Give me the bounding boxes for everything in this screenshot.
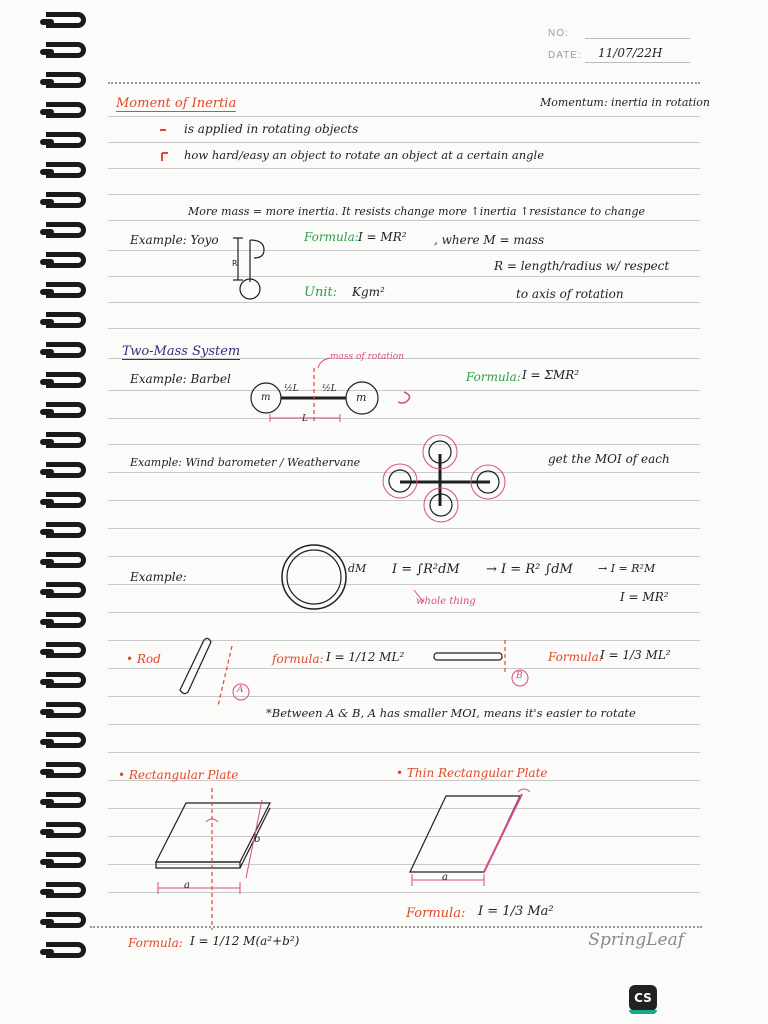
mass-left-label: m [261,392,271,403]
ring-formula-result: → I = R²M [598,562,656,575]
date-label: DATE: [548,50,582,61]
rect-plate-label: • Rectangular Plate [118,768,239,782]
rod-b-tag: B [516,671,523,681]
rod-a-tag: A [237,685,244,695]
thin-dim-a: a [442,872,448,883]
page-title: Moment of Inertia [116,96,237,111]
rect-dim-a: a [184,880,190,891]
ring-formula-integral: I = ∫R²dM [392,562,460,577]
point-applied: is applied in rotating objects [184,122,359,136]
rod-b-formula-label: Formula: [548,650,603,664]
thin-formula: I = 1/3 Ma² [478,904,554,919]
yoyo-where: , where M = mass [434,233,545,247]
barbel-example-label: Example: Barbel [130,372,231,386]
date-value: 11/07/22H [598,46,663,60]
barbel-formula: I = ΣMR² [522,368,580,382]
ring-formula-final: I = MR² [620,590,669,604]
yoyo-unit-label: Unit: [304,285,338,300]
mass-right-label: m [356,391,367,404]
yoyo-unit: Kgm² [352,285,385,299]
two-mass-title: Two-Mass System [122,344,241,359]
point-hard-easy: how hard/easy an object to rotate an object at a certain angle [184,148,545,162]
yoyo-r-definition: R = length/radius w/ respect [494,259,670,273]
thin-formula-label: Formula: [406,906,466,921]
svg-text:R: R [232,259,238,268]
ring-diagram [282,545,424,609]
length-label: L [302,414,308,424]
mass-rotation-note: mass of rotation [330,352,405,362]
weathervane-diagram [383,435,505,522]
rect-dim-b: b [254,834,261,845]
more-mass-note: More mass = more inertia. It resists change more ↑inertia ↑resistance to change [188,205,646,218]
yoyo-example-label: Example: Yoyo [130,233,219,247]
rod-diagram-b [434,640,528,686]
ring-formula-step: → I = R² ∫dM [486,562,573,577]
rod-b-formula: I = 1/3 ML² [600,648,671,662]
rod-label: • Rod [126,652,161,666]
ring-whole-note: whole thing [416,596,476,607]
rod-comparison-note: *Between A & B, A has smaller MOI, means it's easier to rotate [266,706,636,720]
yoyo-formula: I = MR² [358,230,407,244]
rod-a-formula: I = 1/12 ML² [326,650,405,664]
rect-plate-diagram [156,788,270,930]
wind-example-label: Example: Wind barometer / Weathervane [130,456,361,469]
wind-note: get the MOI of each [548,452,670,466]
rect-formula-label: Formula: [128,936,183,950]
half-length-right: ½L [322,384,337,394]
yoyo-formula-label: Formula: [304,230,359,244]
momentum-note: Momentum: inertia in rotation [540,96,711,109]
thin-plate-diagram [410,789,530,886]
rod-a-formula-label: formula: [272,652,324,666]
thin-plate-label: • Thin Rectangular Plate [396,766,548,780]
ring-dm-label: dM [348,562,367,575]
rod-diagram-a [180,638,249,706]
brand-logo: SpringLeaf [588,930,684,950]
rect-formula: I = 1/12 M(a²+b²) [190,934,300,948]
yoyo-diagram [233,238,264,299]
yoyo-axis: to axis of rotation [516,287,624,301]
half-length-left: ½L [284,384,299,394]
ring-example-label: Example: [130,570,187,584]
no-label: NO: [548,28,569,39]
scanner-badge-icon: CS [629,985,657,1011]
barbel-formula-label: Formula: [466,370,521,384]
